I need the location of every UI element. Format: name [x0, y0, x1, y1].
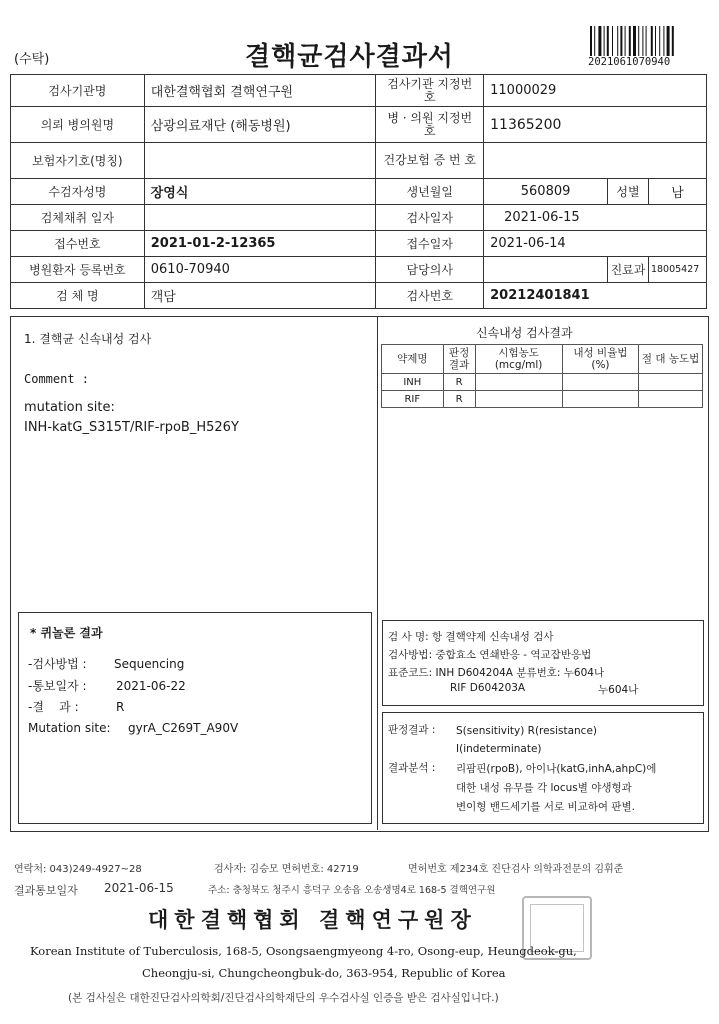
- doctor-value: [484, 257, 608, 283]
- specimen-value: 객담: [144, 283, 376, 309]
- method-lines: [388, 628, 604, 682]
- quinolone-mutation-label: Mutation site:: [28, 721, 111, 735]
- footer-director: 대한결핵협회 결핵연구원장: [148, 907, 477, 932]
- left-heading: 1. 결핵균 신속내성 검사: [24, 332, 152, 346]
- table-row: [382, 391, 703, 408]
- quinolone-notify-label: -통보일자 :: [28, 679, 87, 693]
- method-code1: 표준코드: INH D604204A 분류번호: 누604나: [388, 667, 605, 679]
- method-test-name: 검 사 명: 항 결핵약제 신속내성 검사: [388, 631, 554, 643]
- analysis-line3: 변이형 밴드세기를 서로 비교하여 판별.: [456, 801, 635, 813]
- req-value: 삼광의료재단 (해동병원): [144, 107, 376, 143]
- footer-address: 주소: 충청북도 청주시 흥덕구 오송읍 오송생명4로 168-5 결핵연구원: [208, 885, 496, 896]
- col-concentration: 시험농도 (mcg/ml): [475, 345, 562, 374]
- sex-value: 남: [648, 179, 706, 205]
- result-table-title: 신속내성 검사결과: [476, 326, 573, 340]
- method-method: 검사방법: 중합효소 연쇄반응 - 역교잡반응법: [388, 649, 592, 661]
- req-label: 의뢰 병의원명: [11, 107, 145, 143]
- footer-tester: 검사자: 김승모 면허번호: 42719: [214, 864, 359, 875]
- footer-english-line1: Korean Institute of Tuberculosis, 168-5, Osongsaengmyeong 4-ro, Osong-eup, Heungdeok-gu,: [30, 944, 577, 958]
- method-code2: RIF D604203A: [450, 682, 526, 694]
- doctor-label: 담당의사: [376, 257, 484, 283]
- drug-result: R: [443, 391, 475, 408]
- document-title: 결핵균검사결과서: [245, 42, 454, 72]
- collect-label: 검체채취 일자: [11, 205, 145, 231]
- collect-value: [144, 205, 376, 231]
- analysis-line2: 대한 내성 유무를 각 locus별 야생형과: [456, 782, 632, 794]
- patient-label: 수검자성명: [11, 179, 145, 205]
- quinolone-result-label: -결 과 :: [28, 700, 79, 714]
- inst-label: 검사기관명: [11, 75, 145, 107]
- analysis-lines: [456, 760, 656, 817]
- inst-code-value: 11000029: [484, 75, 707, 107]
- footer-notify-label: 결과통보일자: [14, 884, 78, 897]
- footer-english-line2: Cheongju-si, Chungcheongbuk-do, 363-954, Republic of Korea: [142, 966, 506, 980]
- analysis-label: 결과분석 :: [388, 762, 436, 774]
- mutation-value: INH-katG_S315T/RIF-rpoB_H526Y: [24, 420, 239, 435]
- quinolone-method-label: -검사방법 :: [28, 657, 87, 671]
- inst-value: 대한결핵협회 결핵연구원: [144, 75, 376, 107]
- col-proportion: 내성 비율법(%): [562, 345, 639, 374]
- birth-label: 생년월일: [376, 179, 484, 205]
- dept-value: 18005427: [648, 257, 706, 283]
- drug-name: RIF: [382, 391, 444, 408]
- test-no-value: 20212401841: [484, 283, 707, 309]
- req-code-value: 11365200: [484, 107, 707, 143]
- specimen-label: 검 체 명: [11, 283, 145, 309]
- footer-note: (본 검사실은 대한진단검사의학회/진단검사의학재단의 우수검사실 인증을 받은 검사실입니다.): [68, 992, 499, 1004]
- quinolone-result-value: R: [116, 700, 125, 714]
- hosp-no-label: 병원환자 등록번호: [11, 257, 145, 283]
- judge-label: 판정결과 :: [388, 724, 436, 736]
- birth-value: 560809: [484, 179, 608, 205]
- recv-no-value: 2021-01-2-12365: [144, 231, 376, 257]
- mutation-label: mutation site:: [24, 400, 115, 415]
- quinolone-heading: * 퀴놀론 결과: [30, 626, 103, 640]
- col-judgement: 판정 결과: [443, 345, 475, 374]
- health-value: [484, 143, 707, 179]
- inst-code-label: 검사기관 지정번호: [376, 75, 484, 107]
- hosp-no-value: 0610-70940: [144, 257, 376, 283]
- col-absolute: 절 대 농도법: [639, 345, 703, 374]
- results-divider: [377, 316, 378, 830]
- ins-value: [144, 143, 376, 179]
- ins-label: 보험자기호(명칭): [11, 143, 145, 179]
- drug-name: INH: [382, 374, 444, 391]
- drug-result: R: [443, 374, 475, 391]
- barcode-image: [590, 26, 694, 56]
- health-label: 건강보험 증 번 호: [376, 143, 484, 179]
- header-table: [10, 74, 707, 309]
- footer-contact: 연락처: 043)249-4927~28: [14, 864, 142, 875]
- patient-value: 장영식: [144, 179, 376, 205]
- req-code-label: 병 · 의원 지정번호: [376, 107, 484, 143]
- recv-date-label: 접수일자: [376, 231, 484, 257]
- result-table: [381, 344, 703, 408]
- testdate-value: 2021-06-15: [484, 205, 707, 231]
- judge-lines: [456, 722, 597, 758]
- recv-no-label: 접수번호: [11, 231, 145, 257]
- quinolone-mutation-value: gyrA_C269T_A90V: [128, 721, 239, 735]
- recv-date-value: 2021-06-14: [484, 231, 707, 257]
- dept-label: 진료과: [608, 257, 649, 283]
- testdate-label: 검사일자: [376, 205, 484, 231]
- barcode: [590, 26, 694, 56]
- footer-notify-date: 2021-06-15: [104, 881, 174, 895]
- test-no-label: 검사번호: [376, 283, 484, 309]
- sex-label: 성별: [608, 179, 649, 205]
- analysis-line1: 리팜핀(rpoB), 아이나(katG,inhA,ahpC)에: [456, 763, 657, 775]
- col-drug: 약제명: [382, 345, 444, 374]
- quinolone-notify-value: 2021-06-22: [116, 679, 186, 693]
- quinolone-method-value: Sequencing: [114, 657, 185, 671]
- comment-label: Comment :: [24, 372, 90, 386]
- method-code2-class: 누604나: [598, 684, 639, 696]
- barcode-number: 2021061070940: [588, 56, 671, 68]
- judge-line2: I(indeterminate): [456, 743, 542, 755]
- corner-label: (수탁): [14, 52, 50, 67]
- table-row: [382, 374, 703, 391]
- judge-line1: S(sensitivity) R(resistance): [456, 725, 597, 737]
- footer-license: 면허번호 제234호 진단검사 의학과전문의 김휘준: [408, 864, 624, 875]
